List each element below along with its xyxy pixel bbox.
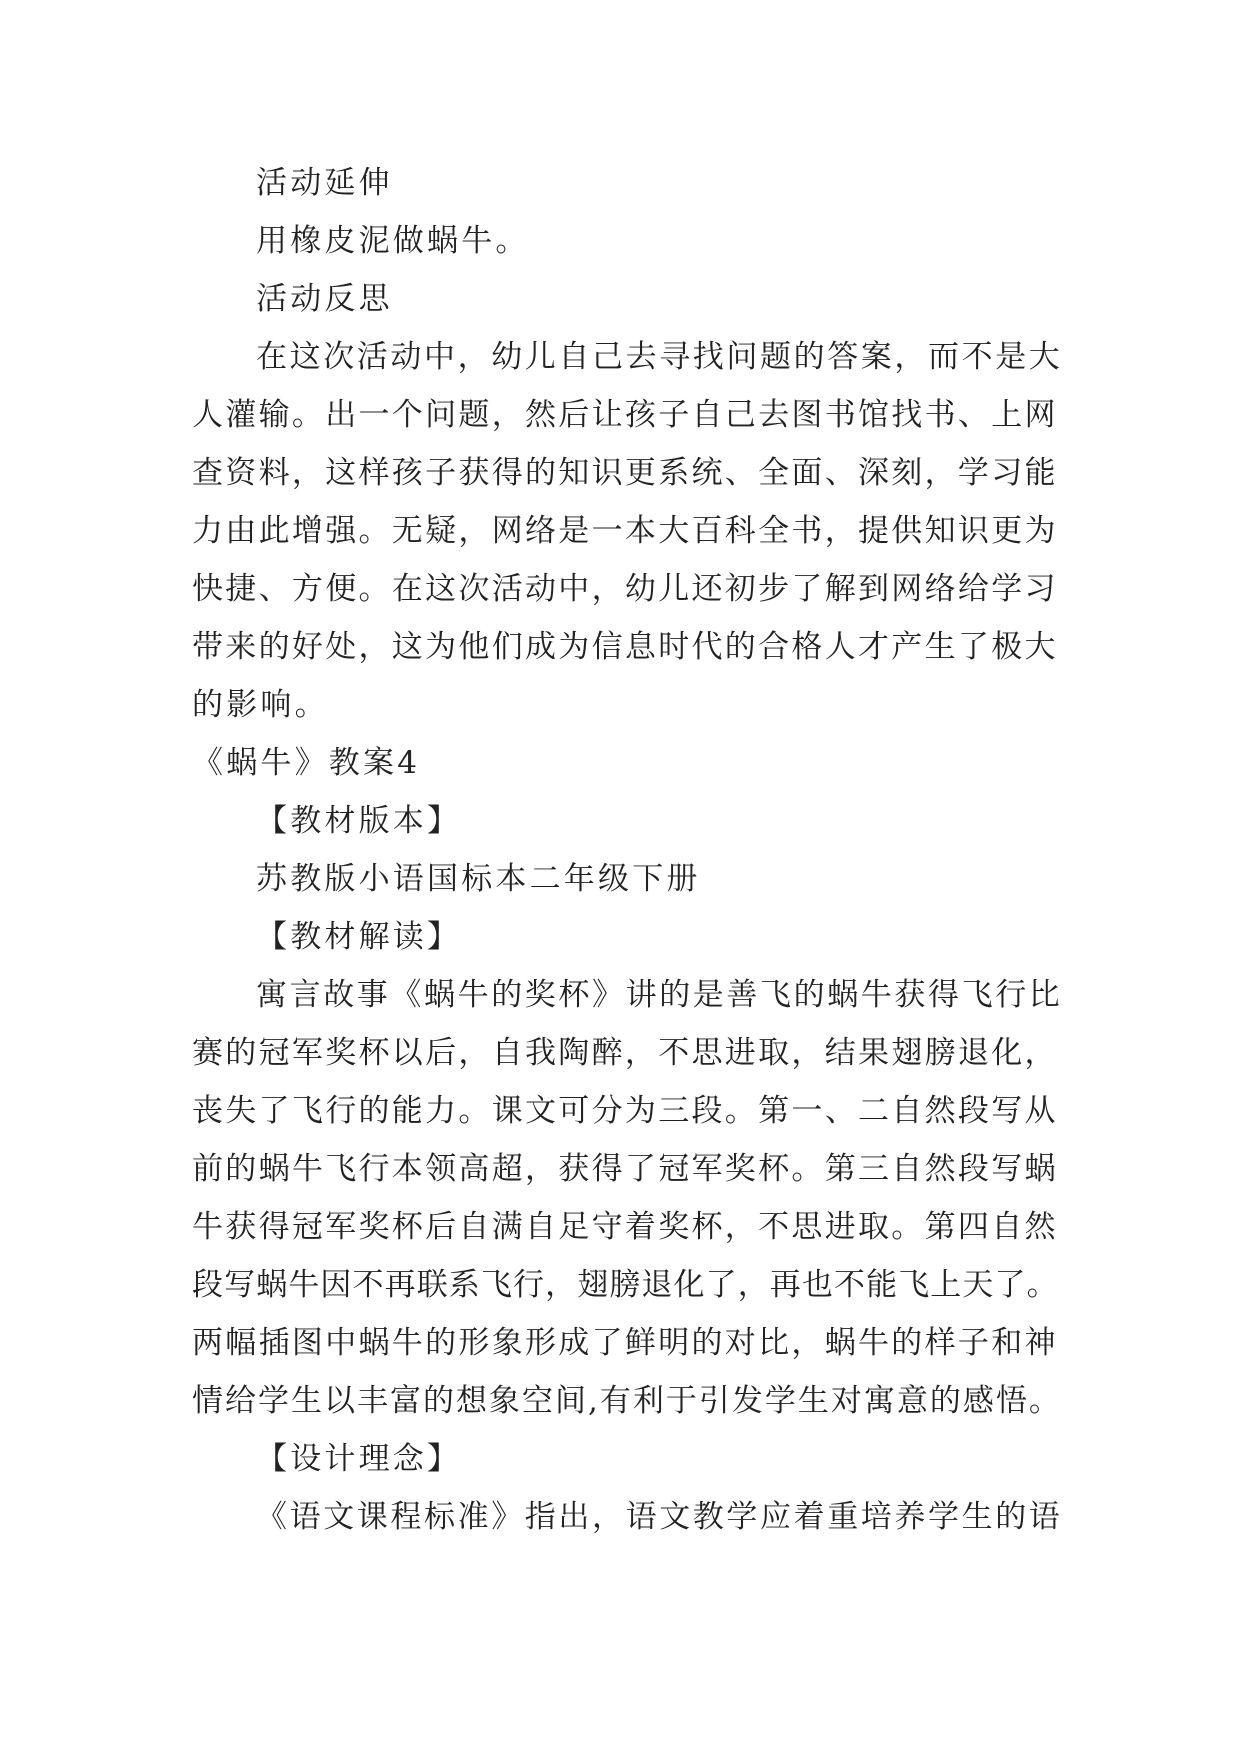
paragraph-activity-reflection-heading	[192, 270, 1062, 328]
text-line: 【设计理念】	[256, 1441, 462, 1477]
section-title: 《蜗牛》教案4	[192, 745, 421, 781]
paragraph-design-concept-heading	[192, 1430, 1062, 1488]
text-line: 牛获得冠军奖杯后自满自足守着奖杯，不思进取。第四自然	[192, 1209, 1058, 1245]
text-line: 活动延伸	[256, 165, 393, 201]
text-line: 的影响。	[192, 687, 329, 723]
text-line: 【教材版本】	[256, 803, 462, 839]
text-line: 《语文课程标准》指出，语文教学应着重培养学生的语	[256, 1499, 1063, 1535]
text-line: 赛的冠军奖杯以后，自我陶醉，不思进取，结果翅膀退化，	[192, 1035, 1058, 1071]
paragraph-textbook-interpretation	[192, 966, 1062, 1430]
text-line: 查资料，这样孩子获得的知识更系统、全面、深刻，学习能	[192, 455, 1058, 491]
text-line: 段写蜗牛因不再联系飞行，翅膀退化了，再也不能飞上天了。	[192, 1267, 1059, 1303]
paragraph-textbook-version-heading	[192, 792, 1062, 850]
text-line: 前的蜗牛飞行本领高超，获得了冠军奖杯。第三自然段写蜗	[192, 1151, 1058, 1187]
text-line: 人灌输。出一个问题，然后让孩子自己去图书馆找书、上网	[192, 397, 1058, 433]
text-line: 情给学生以丰富的想象空间,有利于引发学生对寓意的感悟。	[192, 1383, 1062, 1419]
text-line: 两幅插图中蜗牛的形象形成了鲜明的对比，蜗牛的样子和神	[192, 1325, 1058, 1361]
text-line: 在这次活动中，幼儿自己去寻找问题的答案，而不是大	[256, 339, 1063, 375]
text-line: 【教材解读】	[256, 919, 462, 955]
text-line: 用橡皮泥做蜗牛。	[256, 223, 530, 259]
section-title-lesson-plan-4	[192, 734, 1062, 792]
paragraph-design-concept	[192, 1488, 1062, 1546]
paragraph-textbook-version	[192, 850, 1062, 908]
text-line: 带来的好处，这为他们成为信息时代的合格人才产生了极大	[192, 629, 1058, 665]
text-line: 丧失了飞行的能力。课文可分为三段。第一、二自然段写从	[192, 1093, 1058, 1129]
text-line: 快捷、方便。在这次活动中，幼儿还初步了解到网络给学习	[192, 571, 1058, 607]
document-body	[192, 154, 1062, 1546]
text-line: 力由此增强。无疑，网络是一本大百科全书，提供知识更为	[192, 513, 1058, 549]
text-line: 苏教版小语国标本二年级下册	[256, 861, 701, 897]
text-line: 寓言故事《蜗牛的奖杯》讲的是善飞的蜗牛获得飞行比	[256, 977, 1063, 1013]
paragraph-activity-reflection	[192, 328, 1062, 734]
paragraph-plasticine-snail	[192, 212, 1062, 270]
paragraph-textbook-interpretation-heading	[192, 908, 1062, 966]
text-line: 活动反思	[256, 281, 393, 317]
paragraph-activity-extension	[192, 154, 1062, 212]
